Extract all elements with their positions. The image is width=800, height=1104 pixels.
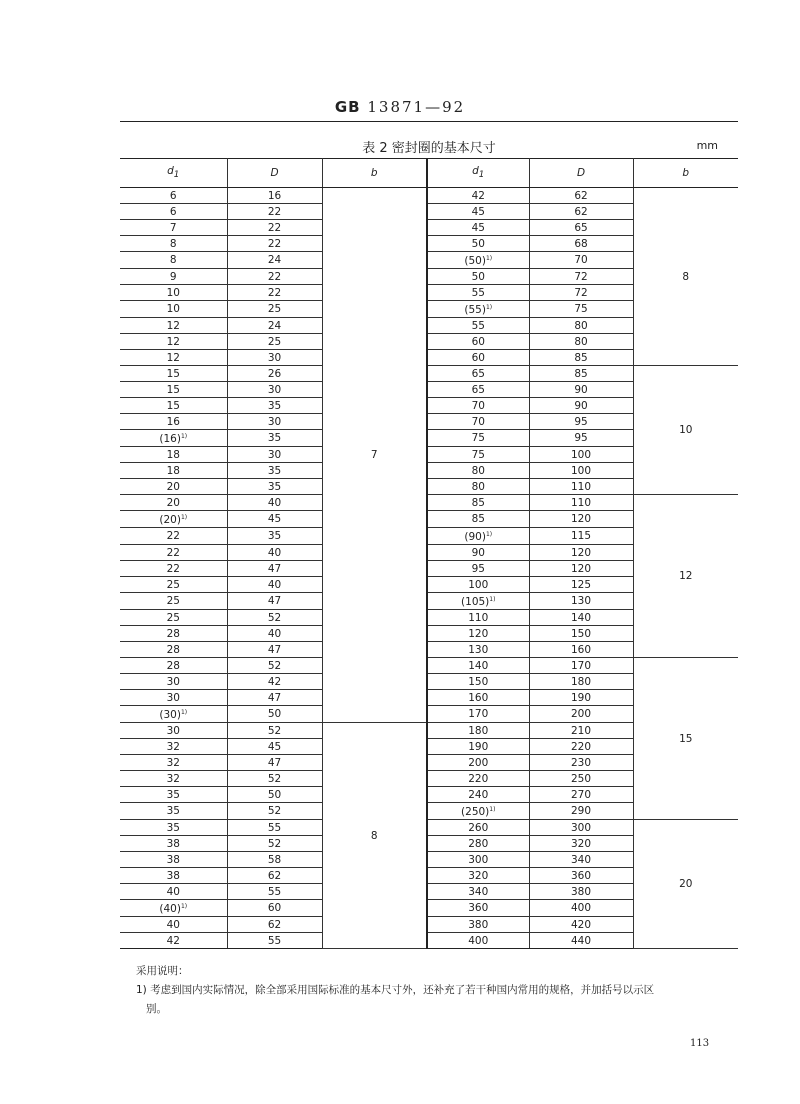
page-number: 113: [690, 1038, 710, 1049]
cell-d1-left: 32: [120, 739, 227, 755]
cell-D-left: 22: [227, 269, 322, 285]
cell-D-right: 80: [529, 318, 633, 334]
cell-d1-right: 190: [427, 739, 529, 755]
footnote-ref: 1): [489, 806, 496, 813]
cell-D-left: 52: [227, 610, 322, 626]
cell-d1-right: 65: [427, 366, 529, 382]
cell-D-left: 35: [227, 479, 322, 495]
cell-D-right: 420: [529, 917, 633, 933]
cell-d1-left: 10: [120, 285, 227, 301]
cell-D-right: 85: [529, 366, 633, 382]
table-unit: mm: [696, 139, 718, 152]
cell-d1-left: 6: [120, 204, 227, 220]
cell-d1-right: 360: [427, 900, 529, 917]
cell-D-left: 22: [227, 236, 322, 252]
cell-d1-right: 130: [427, 642, 529, 658]
cell-D-right: 120: [529, 545, 633, 561]
cell-d1-right: 170: [427, 706, 529, 723]
cell-D-right: 62: [529, 204, 633, 220]
cell-d1-left: 15: [120, 398, 227, 414]
cell-D-right: 340: [529, 852, 633, 868]
cell-D-left: 47: [227, 593, 322, 610]
cell-d1-left: 38: [120, 852, 227, 868]
cell-d1-right: 200: [427, 755, 529, 771]
cell-D-left: 52: [227, 723, 322, 739]
cell-D-right: 80: [529, 334, 633, 350]
cell-D-left: 50: [227, 787, 322, 803]
cell-D-right: 120: [529, 561, 633, 577]
cell-D-left: 42: [227, 674, 322, 690]
cell-D-right: 125: [529, 577, 633, 593]
cell-d1-right: 300: [427, 852, 529, 868]
cell-d1-left: 28: [120, 658, 227, 674]
cell-d1-right: 340: [427, 884, 529, 900]
cell-d1-right: 320: [427, 868, 529, 884]
col-header-d1-left: $d_1$: [120, 159, 227, 188]
cell-D-left: 55: [227, 820, 322, 836]
cell-d1-right: 50: [427, 236, 529, 252]
cell-d1-left: 15: [120, 366, 227, 382]
cell-D-right: 72: [529, 285, 633, 301]
cell-D-right: 110: [529, 479, 633, 495]
cell-b-right: 8: [633, 188, 738, 366]
cell-D-right: 400: [529, 900, 633, 917]
cell-D-right: 230: [529, 755, 633, 771]
col-header-D-right: D: [529, 159, 633, 188]
cell-b-left: 8: [322, 723, 427, 949]
cell-D-right: 130: [529, 593, 633, 610]
cell-d1-left: 18: [120, 463, 227, 479]
cell-d1-right: 100: [427, 577, 529, 593]
cell-d1-right: $(90)^{1)}$: [427, 528, 529, 545]
table-row: [120, 658, 738, 674]
cell-D-left: 52: [227, 836, 322, 852]
cell-D-left: 55: [227, 933, 322, 949]
col-header-b-left: b: [322, 159, 427, 188]
cell-d1-left: 12: [120, 350, 227, 366]
cell-d1-right: 75: [427, 447, 529, 463]
table-header-row: [120, 159, 738, 188]
cell-D-left: 24: [227, 318, 322, 334]
cell-d1-left: 20: [120, 495, 227, 511]
cell-d1-left: 25: [120, 593, 227, 610]
cell-d1-left: 38: [120, 836, 227, 852]
cell-d1-right: 65: [427, 382, 529, 398]
cell-d1-right: 90: [427, 545, 529, 561]
cell-D-left: 30: [227, 414, 322, 430]
cell-D-right: 75: [529, 301, 633, 318]
cell-D-left: 35: [227, 528, 322, 545]
cell-d1-left: 16: [120, 414, 227, 430]
cell-d1-right: 160: [427, 690, 529, 706]
cell-d1-left: 8: [120, 236, 227, 252]
cell-D-left: 45: [227, 739, 322, 755]
cell-D-left: 30: [227, 382, 322, 398]
cell-D-right: 115: [529, 528, 633, 545]
cell-d1-right: 80: [427, 479, 529, 495]
cell-d1-left: 40: [120, 917, 227, 933]
cell-d1-left: 28: [120, 626, 227, 642]
cell-D-left: 52: [227, 771, 322, 787]
table-body: [120, 188, 738, 949]
cell-d1-right: 240: [427, 787, 529, 803]
cell-d1-left: 35: [120, 787, 227, 803]
cell-D-right: 300: [529, 820, 633, 836]
cell-d1-right: 220: [427, 771, 529, 787]
cell-D-left: 45: [227, 511, 322, 528]
cell-D-right: 250: [529, 771, 633, 787]
cell-d1-left: 32: [120, 771, 227, 787]
cell-D-left: 22: [227, 204, 322, 220]
notes-line-1: 1) 考虑到国内实际情况，除全部采用国际标准的基本尺寸外，还补充了若干种国内常用的规格，并加括号以示区: [136, 984, 655, 996]
cell-d1-left: 40: [120, 884, 227, 900]
cell-d1-right: 400: [427, 933, 529, 949]
cell-d1-right: 55: [427, 318, 529, 334]
cell-D-left: 35: [227, 430, 322, 447]
cell-d1-left: $(40)^{1)}$: [120, 900, 227, 917]
cell-D-left: 62: [227, 917, 322, 933]
col-header-d1-right: $d_1$: [427, 159, 529, 188]
cell-d1-left: 10: [120, 301, 227, 318]
cell-D-left: 25: [227, 301, 322, 318]
table-title: 表 2 密封圈的基本尺寸: [362, 141, 496, 156]
standard-number: 13871—92: [367, 98, 466, 116]
cell-d1-right: 85: [427, 495, 529, 511]
cell-d1-right: 60: [427, 350, 529, 366]
footnote-ref: 1): [180, 709, 188, 716]
cell-D-left: 26: [227, 366, 322, 382]
table-caption: [120, 137, 738, 155]
cell-D-right: 200: [529, 706, 633, 723]
cell-d1-left: 8: [120, 252, 227, 269]
cell-d1-right: 55: [427, 285, 529, 301]
cell-D-left: 22: [227, 220, 322, 236]
cell-d1-left: 7: [120, 220, 227, 236]
footnote-ref: 1): [180, 903, 188, 910]
cell-d1-right: 380: [427, 917, 529, 933]
cell-d1-left: 30: [120, 690, 227, 706]
notes-line-2: 别。: [146, 1003, 167, 1015]
cell-D-right: 85: [529, 350, 633, 366]
cell-d1-left: 6: [120, 188, 227, 204]
cell-d1-right: 120: [427, 626, 529, 642]
cell-d1-right: 85: [427, 511, 529, 528]
footnote-rule: [124, 948, 266, 949]
footnote-ref: 1): [180, 433, 188, 440]
standard-header: [0, 98, 800, 116]
cell-D-right: 140: [529, 610, 633, 626]
cell-d1-right: 70: [427, 414, 529, 430]
cell-D-left: 55: [227, 884, 322, 900]
cell-d1-right: 70: [427, 398, 529, 414]
cell-D-left: 52: [227, 803, 322, 820]
footnote-ref: 1): [180, 514, 188, 521]
cell-d1-right: 150: [427, 674, 529, 690]
cell-D-right: 62: [529, 188, 633, 204]
cell-D-right: 150: [529, 626, 633, 642]
cell-d1-left: 35: [120, 820, 227, 836]
cell-d1-left: 12: [120, 318, 227, 334]
cell-d1-right: 180: [427, 723, 529, 739]
cell-D-right: 170: [529, 658, 633, 674]
cell-d1-left: 42: [120, 933, 227, 949]
footnote-ref: 1): [485, 531, 493, 538]
header-rule: [120, 121, 738, 122]
cell-D-left: 40: [227, 577, 322, 593]
cell-D-left: 30: [227, 447, 322, 463]
cell-D-right: 100: [529, 463, 633, 479]
cell-D-left: 24: [227, 252, 322, 269]
cell-D-right: 95: [529, 414, 633, 430]
cell-D-left: 22: [227, 285, 322, 301]
cell-d1-right: $(105)^{1)}$: [427, 593, 529, 610]
cell-d1-right: 110: [427, 610, 529, 626]
cell-d1-right: $(55)^{1)}$: [427, 301, 529, 318]
cell-D-left: 47: [227, 561, 322, 577]
cell-D-left: 52: [227, 658, 322, 674]
cell-D-right: 320: [529, 836, 633, 852]
cell-d1-left: 22: [120, 561, 227, 577]
table-row: [120, 820, 738, 836]
cell-d1-left: 9: [120, 269, 227, 285]
cell-D-right: 380: [529, 884, 633, 900]
cell-d1-left: 22: [120, 545, 227, 561]
cell-D-right: 180: [529, 674, 633, 690]
cell-D-right: 90: [529, 398, 633, 414]
cell-b-right: 10: [633, 366, 738, 495]
cell-D-left: 16: [227, 188, 322, 204]
footnote-ref: 1): [489, 596, 496, 603]
cell-D-right: 70: [529, 252, 633, 269]
cell-d1-left: 22: [120, 528, 227, 545]
cell-D-right: 160: [529, 642, 633, 658]
cell-d1-right: 45: [427, 220, 529, 236]
cell-d1-left: 18: [120, 447, 227, 463]
cell-d1-left: 20: [120, 479, 227, 495]
cell-d1-right: 75: [427, 430, 529, 447]
cell-D-right: 270: [529, 787, 633, 803]
cell-D-right: 72: [529, 269, 633, 285]
cell-d1-left: $(20)^{1)}$: [120, 511, 227, 528]
cell-D-right: 68: [529, 236, 633, 252]
cell-D-right: 190: [529, 690, 633, 706]
footnote-ref: 1): [485, 255, 493, 262]
cell-d1-right: $(50)^{1)}$: [427, 252, 529, 269]
cell-d1-left: 15: [120, 382, 227, 398]
cell-d1-left: $(16)^{1)}$: [120, 430, 227, 447]
standard-prefix: GB: [334, 98, 361, 116]
cell-d1-right: 140: [427, 658, 529, 674]
cell-D-right: 210: [529, 723, 633, 739]
cell-b-right: 15: [633, 658, 738, 820]
cell-d1-right: 42: [427, 188, 529, 204]
cell-d1-right: 60: [427, 334, 529, 350]
cell-D-right: 90: [529, 382, 633, 398]
cell-d1-left: 12: [120, 334, 227, 350]
cell-D-left: 62: [227, 868, 322, 884]
cell-d1-left: $(30)^{1)}$: [120, 706, 227, 723]
cell-b-right: 20: [633, 820, 738, 949]
seal-dimension-table: [120, 158, 738, 949]
cell-D-right: 290: [529, 803, 633, 820]
cell-d1-left: 30: [120, 723, 227, 739]
cell-b-right: 12: [633, 495, 738, 658]
cell-D-left: 30: [227, 350, 322, 366]
cell-D-left: 35: [227, 398, 322, 414]
cell-D-left: 47: [227, 755, 322, 771]
cell-D-left: 50: [227, 706, 322, 723]
cell-d1-left: 38: [120, 868, 227, 884]
cell-D-left: 25: [227, 334, 322, 350]
adoption-notes: [136, 962, 746, 1019]
col-header-b-right: b: [633, 159, 738, 188]
cell-D-right: 120: [529, 511, 633, 528]
table-row: [120, 495, 738, 511]
cell-d1-right: 50: [427, 269, 529, 285]
cell-d1-right: 95: [427, 561, 529, 577]
cell-D-right: 220: [529, 739, 633, 755]
cell-D-right: 65: [529, 220, 633, 236]
cell-D-left: 40: [227, 626, 322, 642]
col-header-D-left: D: [227, 159, 322, 188]
cell-D-right: 360: [529, 868, 633, 884]
cell-d1-right: 45: [427, 204, 529, 220]
cell-d1-left: 28: [120, 642, 227, 658]
cell-D-right: 440: [529, 933, 633, 949]
table-row: [120, 366, 738, 382]
cell-d1-right: 260: [427, 820, 529, 836]
cell-d1-right: 80: [427, 463, 529, 479]
cell-d1-left: 32: [120, 755, 227, 771]
cell-D-left: 60: [227, 900, 322, 917]
cell-D-right: 110: [529, 495, 633, 511]
cell-D-left: 35: [227, 463, 322, 479]
notes-heading: 采用说明：: [136, 965, 189, 977]
cell-D-left: 58: [227, 852, 322, 868]
cell-D-left: 47: [227, 642, 322, 658]
cell-d1-left: 25: [120, 577, 227, 593]
cell-d1-left: 30: [120, 674, 227, 690]
cell-b-left: 7: [322, 188, 427, 723]
cell-d1-left: 35: [120, 803, 227, 820]
cell-D-left: 40: [227, 545, 322, 561]
cell-D-left: 40: [227, 495, 322, 511]
cell-D-right: 100: [529, 447, 633, 463]
cell-d1-right: 280: [427, 836, 529, 852]
table-row: [120, 188, 738, 204]
cell-d1-left: 25: [120, 610, 227, 626]
cell-D-right: 95: [529, 430, 633, 447]
footnote-ref: 1): [485, 304, 493, 311]
cell-D-left: 47: [227, 690, 322, 706]
cell-d1-right: $(250)^{1)}$: [427, 803, 529, 820]
